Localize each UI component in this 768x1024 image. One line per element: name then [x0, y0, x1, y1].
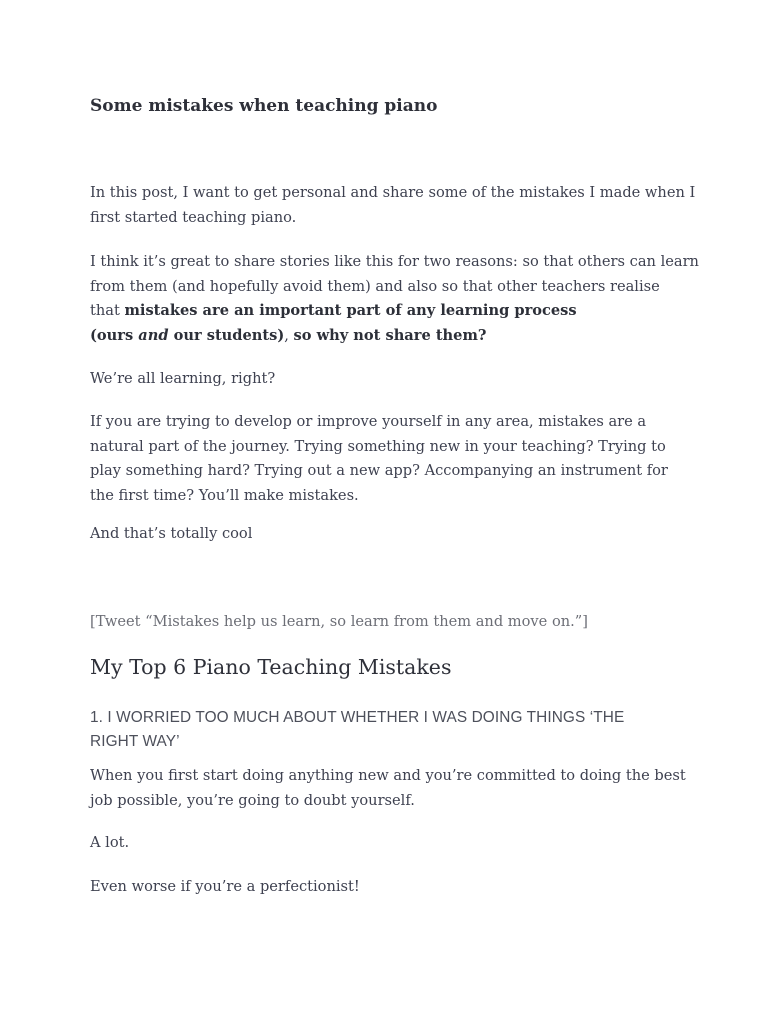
text-line: the first time? You’ll make mistakes. — [90, 486, 359, 504]
bold-text: (ours — [90, 326, 139, 344]
text-segment: , — [284, 326, 294, 344]
text-line: In this post, I want to get personal and share some of the mistakes I made when I — [90, 184, 696, 201]
text-line: I think it’s great to share stories like this for two reasons: so that others can learn — [90, 253, 699, 270]
bold-text: our students) — [168, 326, 285, 344]
text-line: first started teaching piano. — [90, 208, 297, 226]
text-line: If you are trying to develop or improve yourself in any area, mistakes are a — [90, 413, 647, 430]
text-line — [90, 299, 699, 324]
text-line: RIGHT WAY’ — [90, 732, 180, 750]
a-lot-paragraph: A lot. — [90, 834, 130, 851]
bold-text: so why not share them? — [293, 326, 487, 344]
perfectionist-paragraph: Even worse if you’re a perfectionist! — [90, 878, 360, 895]
text-line: job possible, you’re going to doubt yourself. — [90, 791, 415, 809]
section-heading: My Top 6 Piano Teaching Mistakes — [90, 655, 452, 679]
text-line — [90, 324, 699, 349]
learning-paragraph: We’re all learning, right? — [90, 370, 276, 387]
intro-paragraph — [90, 181, 695, 230]
text-line: from them (and hopefully avoid them) and also so that other teachers realise — [90, 277, 660, 295]
tweet-quote: [Tweet “Mistakes help us learn, so learn from them and move on.”] — [90, 613, 588, 630]
text-line: play something hard? Trying out a new app? Accompanying an instrument for — [90, 462, 668, 480]
text-line: 1. I WORRIED TOO MUCH ABOUT WHETHER I WAS DOING THINGS ‘THE — [90, 709, 625, 726]
sub-heading — [90, 706, 690, 753]
bold-italic-text: and — [138, 326, 169, 344]
journey-paragraph — [90, 410, 668, 508]
page-title: Some mistakes when teaching piano — [90, 96, 438, 116]
reasons-paragraph — [90, 250, 699, 348]
doubt-paragraph — [90, 764, 686, 813]
text-line: When you first start doing anything new and you’re committed to doing the best — [90, 767, 686, 784]
text-line: natural part of the journey. Trying something new in your teaching? Trying to — [90, 437, 666, 455]
cool-paragraph: And that’s totally cool — [90, 525, 253, 542]
bold-text: mistakes are an important part of any learning process — [124, 302, 577, 320]
text-segment: that — [90, 302, 125, 320]
